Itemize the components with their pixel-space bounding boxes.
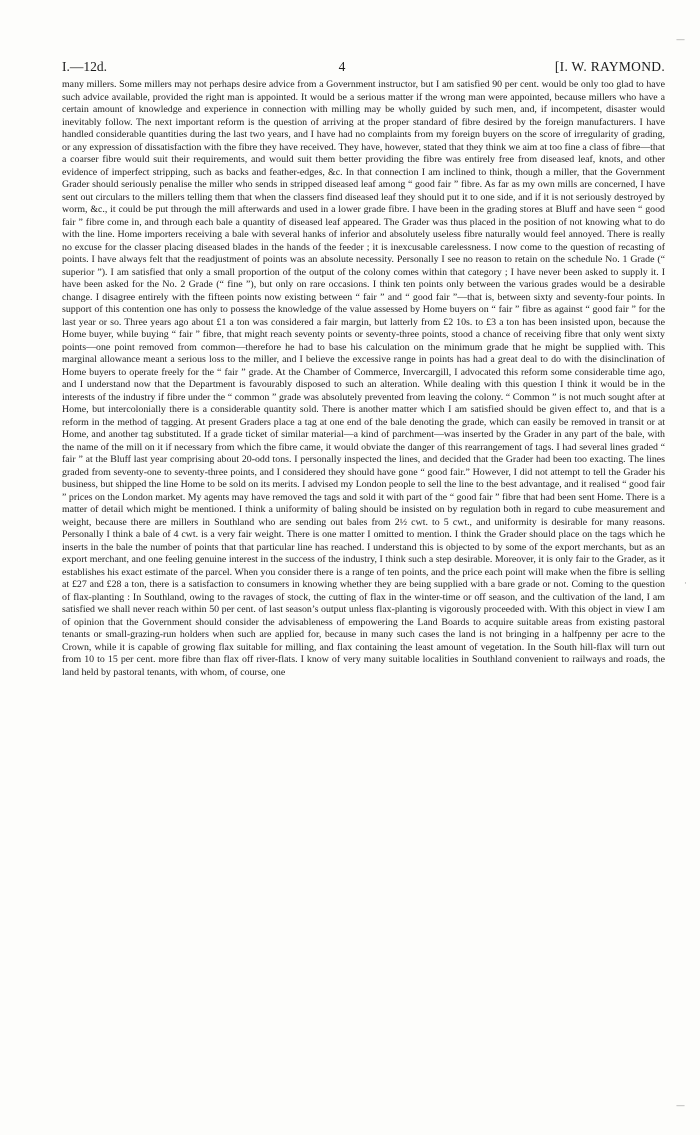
page-number: 4 [338, 59, 346, 74]
document-reference: I.—12d. [62, 59, 107, 74]
margin-mark: — [676, 35, 685, 45]
margin-mark: · [684, 579, 687, 589]
testimony-paragraph: many millers. Some millers may not perhaps desire advice from a Government instructor, but I am satisfied 90 per cent. would be only too glad to have such advice available, provided the right man is appointed. It would be a serious matter if the wrong man were appointed, because millers who have a certain amount of knowledge and experience in connection with milling may be wholly guided by such men, and, if incompetent, disaster would inevitably follow. The next important reform is the question of arriving at the proper standard of fibre desired by the foreign manufacturers. I have handled considerable quantities during the last two years, and I have had no complaints from my foreign buyers on the score of irregularity of grading, or any expression of dissatisfaction with the fibre they have received. They have, however, stated that they think we aim at too fine a class of fibre—that a coarser fibre would suit their requirements, and would suit them better providing the fibre was entirely free from diseased leaf, knots, and other evidence of imperfect stripping, such as backs and feather-edges, &c. In that connection I am inclined to think, though a miller, that the Government Grader should seriously penalise the miller who sends in stripped diseased leaf among “ good fair ” fibre. As far as my own mills are concerned, I have sent out circulars to the millers telling them that when the classers find diseased leaf they should put it to one side, and if it is not seriously destroyed by worm, &c., it could be put through the mill afterwards and used in a lower grade fibre. I have been in the grading stores at Bluff and have seen “ good fair ” fibre come in, and through each bale a quantity of diseased leaf appeared. The Grader was thus placed in the position of not knowing what to do with the line. Home importers receiving a bale with several hanks of inferior and absolutely useless fibre naturally would feel annoyed. There is really no excuse for the classer placing diseased blades in the hands of the feeder ; it is inexcusable carelessness. I now come to the question of recasting of points. I have always felt that the readjustment of points was an absolute necessity. Personally I see no reason to retain on the schedule No. 1 Grade (“ superior ”). I am satisfied that only a small proportion of the output of the colony comes within that category ; I have never been asked to supply it. I have been asked for the No. 2 Grade (“ fine ”), but only on rare occasions. I think ten points only between the various grades would be a desirable change. I disagree entirely with the fifteen points now existing between “ fair ” and “ good fair ”—that is, between sixty and seventy-four points. In support of this contention one has only to possess the knowledge of the value assessed by Home buyers on “ fair ” fibre as against “ good fair ” for the last year or so. Three years ago about £1 a ton was considered a fair margin, but latterly from £2 10s. to £3 a ton has been insisted upon, because the Home buyer, while buying “ fair ” fibre, that might reach seventy points or seventy-three points, stood a chance of receiving fibre that only went sixty points—one point removed from common—therefore he had to base his calculation on the minimum grade that he might be supplied with. This marginal allowance meant a serious loss to the miller, and I believe the excessive range in points has had a great deal to do with the disinclination of Home buyers to operate freely for the “ fair ” grade. At the Chamber of Commerce, Invercargill, I advocated this reform some considerable time ago, and I understand now that the Department is favourably disposed to such an alteration. While dealing with this question I think it would be in the interests of the industry if fibre under the “ common ” grade was absolutely prevented from leaving the colony. “ Common ” is not much sought after at Home, but intercolonially there is a considerable quantity sold. There is another matter which I am satisfied should be given effect to, and that is a reform in the method of tagging. At present Graders place a tag at one end of the bale denoting the grade, which can easily be removed in transit or at Home, and another tag substituted. If a grade ticket of similar material—a kind of parchment—was inserted by the Grader in any part of the bale, with the name of the mill on it if necessary from which the fibre came, it would obviate the danger of this rearrangement of tags. I had several lines graded “ fair ” at the Bluff last year comprising about 20-odd tons. I personally inspected the lines, and decided that the Grader had been too exacting. The lines graded from seventy-one to seventy-three points, and I considered they should have gone “ good fair.” However, I did not attempt to tell the Grader his business, but shipped the line Home to be sold on its merits. I advised my London people to sell the line to the best advantage, and it realised “ good fair ” prices on the London market. My agents may have removed the tags and sold it with part of the “ good fair ” fibre that had been sent Home. There is a matter of detail which might be mentioned. I think a uniformity of baling should be insisted on by regulation both in regard to cube measurement and weight, because there are millers in Southland who are sending out bales from 2½ cwt. to 5 cwt., and uniformity is desirable for many reasons. Personally I think a bale of 4 cwt. is a very fair weight. There is one matter I omitted to mention. I think the Grader should place on the tags which he inserts in the bale the number of points that that particular line has reached. I understand this is objected to by some of the export merchants, but as an export merchant, and one feeling genuine interest in the success of the industry, I think such a step desirable. Moreover, it is only fair to the Grader, as it establishes his exact estimate of the parcel. When you consider there is a range of ten points, and the price each point will make when the fibre is selling at £27 and £28 a ton, there is a satisfaction to consumers in knowing whether they are being supplied with a bare grade or not. Coming to the question of flax-planting : In Southland, owing to the ravages of stock, the cutting of flax in the winter-time or off season, and the cultivation of the land, I am satisfied we shall never reach within 50 per cent. of last season’s output unless flax-planting is vigorously proceeded with. With this object in view I am of opinion that the Government should consider the advisableness of empowering the Land Boards to acquire suitable areas from existing pastoral tenants or small-grazing-run holders when such are applied for, because in many such cases the land is not bringing in a halfpenny per acre to the Crown, while it is capable of growing flax suitable for milling, and flax containing the least amount of vegetation. In the South hill-flax will turn out from 10 to 15 per cent. more fibre than flax off river-flats. I know of very many suitable localities in Southland convenient to railways and roads, the land held by pastoral tenants, with whom, of course, one [62, 79, 665, 678]
witness-name: [I. W. RAYMOND. [554, 59, 665, 74]
page-header [62, 57, 665, 77]
margin-mark: — [676, 1101, 685, 1111]
